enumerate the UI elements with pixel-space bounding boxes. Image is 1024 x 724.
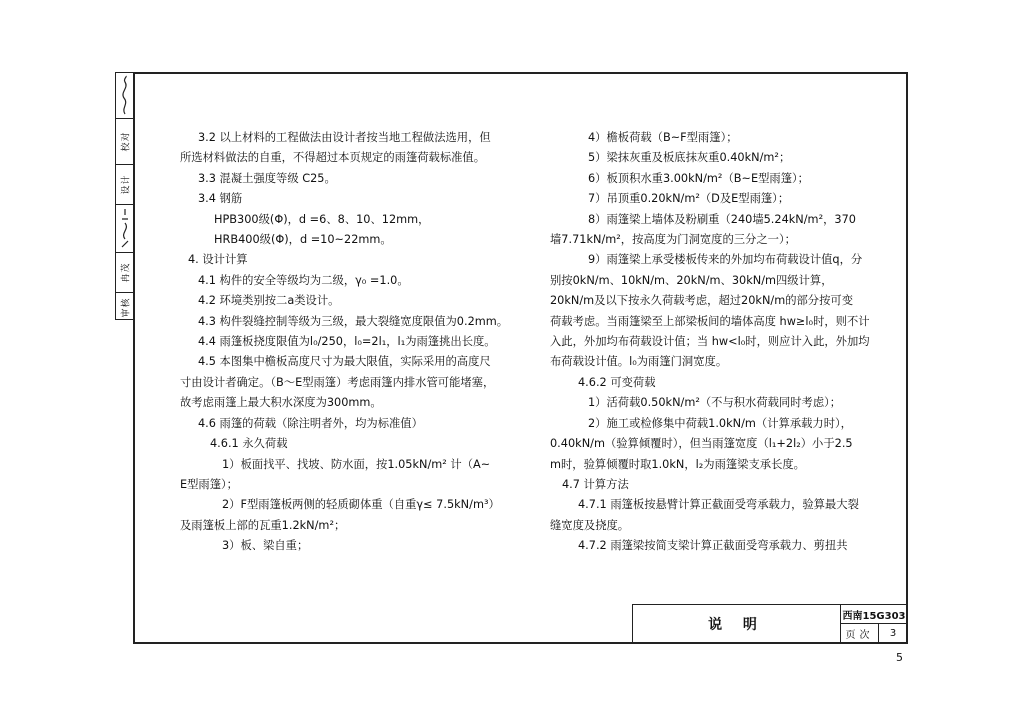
- atlas-code: 西南15G303: [841, 605, 907, 624]
- approval-side-block: [115, 72, 133, 320]
- text-line: 4.4 雨篷板挠度限值为l₀/250，l₀=2l₁，l₁为雨篷挑出长度。: [198, 335, 496, 349]
- left-text-column: [180, 128, 510, 557]
- text-line: 3.2 以上材料的工程做法由设计者按当地工程做法选用，但: [198, 131, 491, 144]
- text-line: 2）F型雨篷板两侧的轻质砌体重（自重γ≤ 7.5kN/m³）: [222, 498, 500, 512]
- text-line: 4.7.2 雨篷梁按简支梁计算正截面受弯承载力、剪扭共: [578, 539, 848, 553]
- text-line: 3.4 钢筋: [198, 192, 243, 206]
- side-label-check: 校对: [121, 131, 132, 152]
- page-value: 3: [889, 628, 897, 639]
- text-line: 缝宽度及挠度。: [550, 518, 630, 532]
- text-line: 4.3 构件裂缝控制等级为三级，最大裂缝宽度限值为0.2mm。: [198, 314, 509, 328]
- text-line: 1）板面找平、找坡、防水面，按1.05kN/m² 计（A~: [222, 457, 491, 471]
- text-line: 0.40kN/m（验算倾覆时），但当雨篷宽度（l₁+2l₂）小于2.5: [550, 437, 853, 451]
- sheet-title: 说 明: [633, 605, 841, 643]
- text-line: HRB400级(Φ)，d =10~22mm。: [214, 233, 392, 247]
- text-line: 4.6.1 永久荷载: [210, 437, 288, 451]
- role-cell-check: [116, 119, 133, 165]
- side-label-review: 审核: [121, 296, 132, 318]
- title-block: [632, 604, 908, 644]
- text-line: HPB300级(Φ)，d =6、8、10、12mm，: [214, 212, 430, 226]
- text-line: 8）雨篷梁上墙体及粉刷重（240墙5.24kN/m²，370: [588, 212, 856, 226]
- text-line: 3）板、梁自重；: [222, 539, 309, 553]
- text-line: 入此，外加均布荷载设计值；当 hw<l₀时，则应计入此，外加均: [550, 335, 870, 349]
- text-line: 4.1 构件的安全等级均为二级，γ₀ =1.0。: [198, 273, 409, 287]
- side-label-name: 冉茂: [121, 262, 132, 283]
- role-cell-design: [116, 165, 133, 205]
- text-line: 寸由设计者确定。（B～E型雨篷）考虑雨篷内排水管可能堵塞，: [180, 375, 495, 389]
- signature-cell-2: [116, 205, 133, 253]
- text-line: 别按0kN/m、10kN/m、20kN/m、30kN/m四级计算，: [550, 273, 833, 287]
- text-line: 布荷载设计值。l₀为雨篷门洞宽度。: [550, 355, 728, 369]
- signature-cell-1: [116, 73, 133, 119]
- role-cell-review: [116, 293, 133, 321]
- text-line: 6）板顶积水重3.00kN/m²（B~E型雨篷）；: [588, 171, 809, 185]
- text-line: 墙7.71kN/m²，按高度为门洞宽度的三分之一）；: [550, 233, 796, 247]
- text-line: 所选材料做法的自重，不得超过本页规定的雨篷荷载标准值。: [180, 151, 486, 165]
- text-line: 荷载考虑。当雨篷梁至上部梁板间的墙体高度 hw≥l₀时，则不计: [550, 314, 870, 328]
- text-line: 4.7 计算方法: [562, 477, 629, 491]
- text-line: 4.7.1 雨篷板按悬臂计算正截面受弯承载力，验算最大裂: [578, 498, 859, 512]
- text-line: E型雨篷）；: [180, 477, 238, 491]
- text-line: 7）吊顶重0.20kN/m²（D及E型雨篷）；: [588, 192, 790, 206]
- signature-icon: [118, 74, 132, 118]
- text-line: 3.3 混凝土强度等级 C25。: [198, 171, 336, 185]
- text-line: 9）雨篷梁上承受楼板传来的外加均布荷载设计值q，分: [588, 253, 863, 267]
- section-heading: 4. 设计计算: [188, 253, 248, 267]
- text-line: 4.5 本图集中檐板高度尺寸为最大限值，实际采用的高度尺: [198, 355, 491, 369]
- text-line: 4.6.2 可变荷载: [578, 375, 656, 389]
- text-line: 4.6 雨篷的荷载（除注明者外，均为标准值）: [198, 416, 423, 430]
- text-line: m时，验算倾覆时取1.0kN，l₂为雨篷梁支承长度。: [550, 457, 805, 471]
- page-number: 5: [896, 651, 903, 664]
- role-cell-name: [116, 253, 133, 293]
- text-line: 20kN/m及以下按永久荷载考虑，超过20kN/m的部分按可变: [550, 294, 853, 308]
- text-line: 4.2 环境类别按二a类设计。: [198, 294, 340, 308]
- text-line: 故考虑雨篷上最大积水深度为300mm。: [180, 396, 382, 410]
- side-label-design: 设计: [121, 174, 132, 195]
- page-label: 页次: [841, 624, 879, 643]
- text-line: 及雨篷板上部的瓦重1.2kN/m²；: [180, 518, 346, 532]
- text-line: 1）活荷载0.50kN/m²（不与积水荷载同时考虑）；: [588, 396, 842, 410]
- text-line: 4）檐板荷载（B~F型雨篷）；: [588, 131, 738, 144]
- text-line: 2）施工或检修集中荷载1.0kN/m（计算承载力时），: [588, 416, 852, 430]
- text-line: 5）梁抹灰重及板底抹灰重0.40kN/m²；: [588, 151, 791, 165]
- right-text-column: [550, 128, 870, 557]
- signature-icon: [118, 207, 132, 251]
